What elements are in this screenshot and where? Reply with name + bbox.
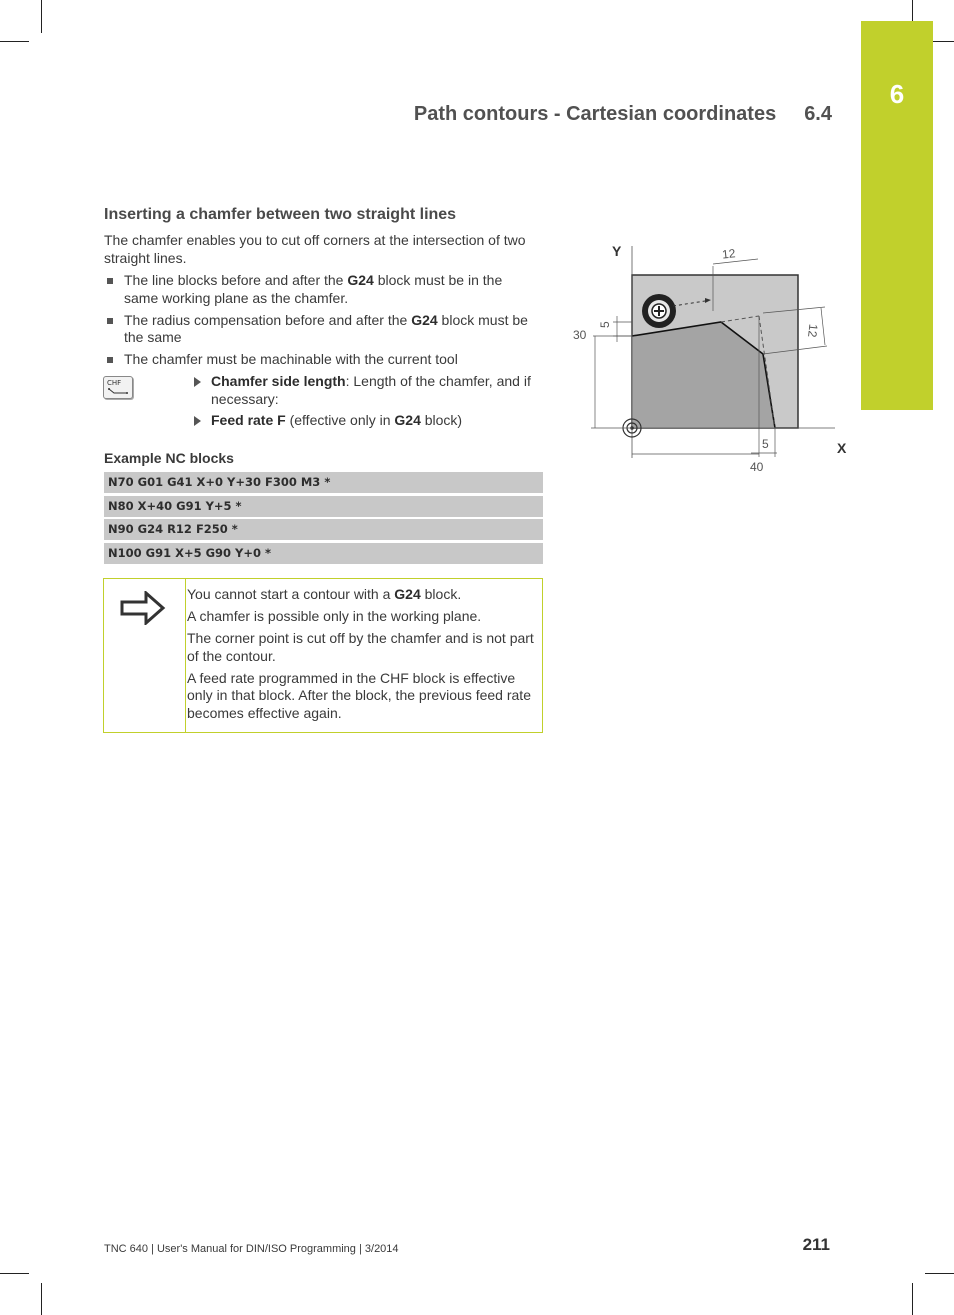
- table-row: N70 G01 G41 X+0 Y+30 F300 M3 *: [104, 472, 543, 493]
- crop-mark: [41, 1283, 42, 1315]
- note-line: The corner point is cut off by the chamfer and is not part of the contour.: [187, 630, 534, 664]
- table-row: N90 G24 R12 F250 *: [104, 519, 543, 540]
- dim-line: [821, 308, 825, 345]
- dim-label: 40: [750, 460, 764, 474]
- chamfer-diagram: [565, 236, 855, 476]
- y-axis-label: Y: [612, 243, 622, 259]
- list-item: Chamfer side length: Length of the chamfer, and if necessary:: [193, 373, 538, 408]
- list-item: The chamfer must be machinable with the current tool: [104, 351, 536, 369]
- parameter-list: [193, 373, 538, 434]
- chf-softkey-icon: CHF: [103, 376, 133, 399]
- requirements-list: [104, 272, 536, 373]
- dim-label: 30: [573, 328, 587, 342]
- x-axis-label: X: [837, 440, 847, 456]
- intro-paragraph: The chamfer enables you to cut off corners at the intersection of two straight lines.: [104, 232, 526, 266]
- milling-cutter-icon: [642, 294, 676, 328]
- table-row: N100 G91 X+5 G90 Y+0 *: [104, 543, 543, 564]
- dim-label: 5: [598, 321, 612, 328]
- note-line: A feed rate programmed in the CHF block is effective only in that block. After the block, the previous feed rate becomes effective again.: [187, 669, 531, 721]
- crop-mark: [41, 0, 42, 33]
- triangle-bullet-icon: [194, 377, 201, 387]
- dim-label: 12: [805, 323, 821, 339]
- crop-mark: [925, 1273, 954, 1274]
- note-box: [103, 578, 543, 733]
- crop-mark: [0, 1273, 29, 1274]
- section-heading: Inserting a chamfer between two straight lines: [104, 206, 457, 223]
- table-row: N80 X+40 G91 Y+5 *: [104, 496, 543, 517]
- list-item: The line blocks before and after the G24 block must be in the same working plane as the chamfer.: [104, 272, 536, 307]
- header-title: Path contours - Cartesian coordinates: [413, 103, 777, 125]
- crop-mark: [912, 0, 913, 21]
- divider: [185, 579, 186, 732]
- nc-blocks-table: [104, 472, 543, 566]
- dim-label: 5: [762, 437, 769, 451]
- footer-text: TNC 640 | User's Manual for DIN/ISO Programming | 3/2014: [104, 1243, 399, 1255]
- bullet-icon: [107, 318, 113, 324]
- bullet-icon: [107, 278, 113, 284]
- right-arrow-icon: [120, 591, 166, 625]
- note-line: A chamfer is possible only in the working plane.: [187, 608, 482, 624]
- running-header: [380, 103, 832, 126]
- note-text: [187, 586, 537, 727]
- bullet-icon: [107, 357, 113, 363]
- chamfer-glyph-icon: [108, 387, 128, 395]
- chapter-number: 6: [889, 79, 905, 109]
- crop-mark: [912, 1283, 913, 1315]
- chapter-tab: [861, 21, 933, 410]
- example-title: Example NC blocks: [104, 450, 234, 466]
- crop-mark: [0, 41, 29, 42]
- note-line: You cannot start a contour with a G24 block.: [187, 586, 462, 602]
- header-section: 6.4: [804, 103, 832, 125]
- list-item: Feed rate F (effective only in G24 block): [193, 412, 538, 430]
- dim-label: 12: [721, 246, 737, 262]
- triangle-bullet-icon: [194, 416, 201, 426]
- page-number: 211: [802, 1235, 830, 1254]
- list-item: The radius compensation before and after the G24 block must be the same: [104, 312, 536, 347]
